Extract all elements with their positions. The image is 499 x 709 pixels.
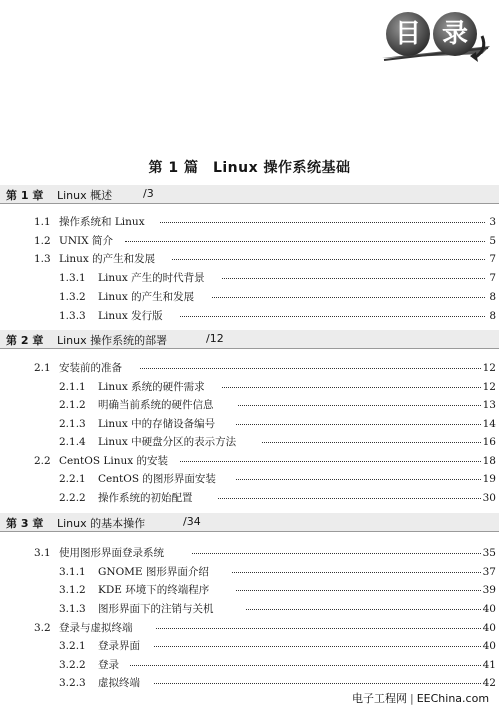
entry-page: 42 — [482, 677, 496, 689]
entry-number: 3.1.1 — [59, 566, 86, 578]
entry-number: 2.2.1 — [59, 473, 86, 485]
dot-leader — [156, 628, 481, 629]
entry-page: 3 — [489, 216, 496, 228]
entry-page: 5 — [489, 235, 496, 247]
watermark-en: EEChina.com — [416, 692, 490, 705]
part-title: 第 1 篇 Linux 操作系统基础 — [148, 160, 351, 176]
chapter-2-heading — [0, 330, 499, 350]
entry-number: 2.1 — [34, 362, 51, 374]
chapter-3-heading — [0, 513, 499, 533]
dot-leader — [180, 461, 481, 462]
toc-entry — [0, 544, 499, 560]
entry-page: 12 — [482, 381, 496, 393]
entry-number: 2.2.2 — [59, 492, 86, 504]
entry-title: CentOS Linux 的安装 — [59, 455, 168, 467]
entry-number: 2.2 — [34, 455, 51, 467]
toc-entry — [0, 470, 499, 486]
dot-leader — [236, 590, 481, 591]
dot-leader — [154, 683, 481, 684]
toc-entry — [0, 674, 499, 690]
entry-page: 13 — [482, 399, 496, 411]
entry-title: 操作系统的初始配置 — [98, 492, 193, 504]
emblem-char-lu: 录 — [441, 19, 468, 49]
entry-title: GNOME 图形界面介绍 — [98, 566, 209, 578]
entry-number: 1.3 — [34, 253, 51, 265]
chapter-title: Linux 的基本操作 — [57, 517, 146, 530]
toc-entry — [0, 288, 499, 304]
chapter-title: Linux 操作系统的部署 — [57, 334, 168, 347]
entry-title: Linux 发行版 — [98, 310, 163, 322]
toc-entry — [0, 489, 499, 505]
entry-number: 2.1.3 — [59, 418, 86, 430]
entry-number: 1.3.1 — [59, 272, 86, 284]
entry-number: 3.1.2 — [59, 584, 86, 596]
site-watermark — [352, 690, 489, 706]
chapter-rule — [0, 348, 499, 349]
toc-entry — [0, 378, 499, 394]
entry-number: 2.1.4 — [59, 436, 86, 448]
entry-page: 40 — [482, 640, 496, 652]
entry-title: 使用图形界面登录系统 — [59, 547, 164, 559]
entry-page: 37 — [482, 566, 496, 578]
dot-leader — [232, 572, 481, 573]
entry-title: Linux 的产生和发展 — [59, 253, 156, 265]
entry-title: 登录 — [98, 659, 119, 671]
dot-leader — [212, 297, 485, 298]
entry-number: 3.1.3 — [59, 603, 86, 615]
dot-leader — [172, 259, 485, 260]
entry-page: 7 — [489, 253, 496, 265]
dot-leader — [222, 387, 481, 388]
entry-page: 40 — [482, 603, 496, 615]
dot-leader — [192, 553, 481, 554]
chapter-1-heading — [0, 185, 499, 205]
toc-entry — [0, 563, 499, 579]
toc-entry — [0, 415, 499, 431]
dot-leader — [218, 498, 481, 499]
dot-leader — [160, 222, 485, 223]
dot-leader — [180, 316, 485, 317]
entry-page: 12 — [482, 362, 496, 374]
toc-entry — [0, 656, 499, 672]
chapter-title: Linux 概述 — [57, 189, 113, 202]
dot-leader — [246, 609, 481, 610]
entry-page: 41 — [482, 659, 496, 671]
entry-title: 虚拟终端 — [98, 677, 140, 689]
entry-number: 1.2 — [34, 235, 51, 247]
toc-entry — [0, 600, 499, 616]
entry-page: 35 — [482, 547, 496, 559]
emblem-char-mu: 目 — [394, 19, 421, 49]
dot-leader — [236, 479, 481, 480]
toc-entry — [0, 213, 499, 229]
entry-number: 2.1.1 — [59, 381, 86, 393]
entry-number: 3.2 — [34, 622, 51, 634]
chapter-page: /12 — [206, 332, 224, 345]
toc-entry — [0, 433, 499, 449]
toc-entry — [0, 637, 499, 653]
chapter-number: 第 2 章 — [6, 334, 44, 347]
entry-page: 39 — [482, 584, 496, 596]
toc-entry — [0, 619, 499, 635]
dot-leader — [236, 424, 481, 425]
toc-entry — [0, 396, 499, 412]
entry-number: 1.1 — [34, 216, 51, 228]
chapter-rule — [0, 531, 499, 532]
toc-entry — [0, 452, 499, 468]
watermark-cn: 电子工程网 — [352, 692, 407, 705]
entry-number: 2.1.2 — [59, 399, 86, 411]
dot-leader — [262, 442, 481, 443]
toc-entry — [0, 232, 499, 248]
entry-page: 30 — [482, 492, 496, 504]
chapter-number: 第 1 章 — [6, 189, 44, 202]
entry-page: 14 — [482, 418, 496, 430]
entry-number: 3.2.1 — [59, 640, 86, 652]
toc-entry — [0, 307, 499, 323]
entry-number: 3.2.3 — [59, 677, 86, 689]
dot-leader — [238, 405, 481, 406]
chapter-rule — [0, 203, 499, 204]
dot-leader — [222, 278, 485, 279]
entry-page: 8 — [489, 310, 496, 322]
chapter-page: /3 — [143, 187, 154, 200]
entry-title: 图形界面下的注销与关机 — [98, 603, 214, 615]
toc-entry — [0, 359, 499, 375]
entry-title: Linux 中的存储设备编号 — [98, 418, 216, 430]
entry-title: KDE 环境下的终端程序 — [98, 584, 210, 596]
entry-title: Linux 的产生和发展 — [98, 291, 195, 303]
chapter-page: /34 — [183, 515, 201, 528]
entry-page: 7 — [489, 272, 496, 284]
dot-leader — [125, 241, 485, 242]
entry-page: 16 — [482, 436, 496, 448]
toc-entry — [0, 269, 499, 285]
entry-title: 登录与虚拟终端 — [59, 622, 133, 634]
entry-title: 操作系统和 Linux — [59, 216, 145, 228]
entry-title: 明确当前系统的硬件信息 — [98, 399, 214, 411]
entry-page: 8 — [489, 291, 496, 303]
toc-entry — [0, 581, 499, 597]
entry-number: 1.3.2 — [59, 291, 86, 303]
entry-title: Linux 中硬盘分区的表示方法 — [98, 436, 237, 448]
entry-title: UNIX 简介 — [59, 235, 113, 247]
dot-leader — [154, 646, 481, 647]
toc-header-emblem — [378, 6, 496, 72]
toc-entry — [0, 250, 499, 266]
entry-number: 3.2.2 — [59, 659, 86, 671]
entry-page: 19 — [482, 473, 496, 485]
entry-title: CentOS 的图形界面安装 — [98, 473, 216, 485]
entry-number: 1.3.3 — [59, 310, 86, 322]
entry-title: Linux 产生的时代背景 — [98, 272, 205, 284]
entry-title: 登录界面 — [98, 640, 140, 652]
entry-number: 3.1 — [34, 547, 51, 559]
entry-page: 18 — [482, 455, 496, 467]
watermark-separator: | — [410, 692, 414, 705]
dot-leader — [130, 665, 481, 666]
entry-page: 40 — [482, 622, 496, 634]
chapter-number: 第 3 章 — [6, 517, 44, 530]
dot-leader — [140, 368, 481, 369]
entry-title: 安装前的准备 — [59, 362, 122, 374]
entry-title: Linux 系统的硬件需求 — [98, 381, 205, 393]
